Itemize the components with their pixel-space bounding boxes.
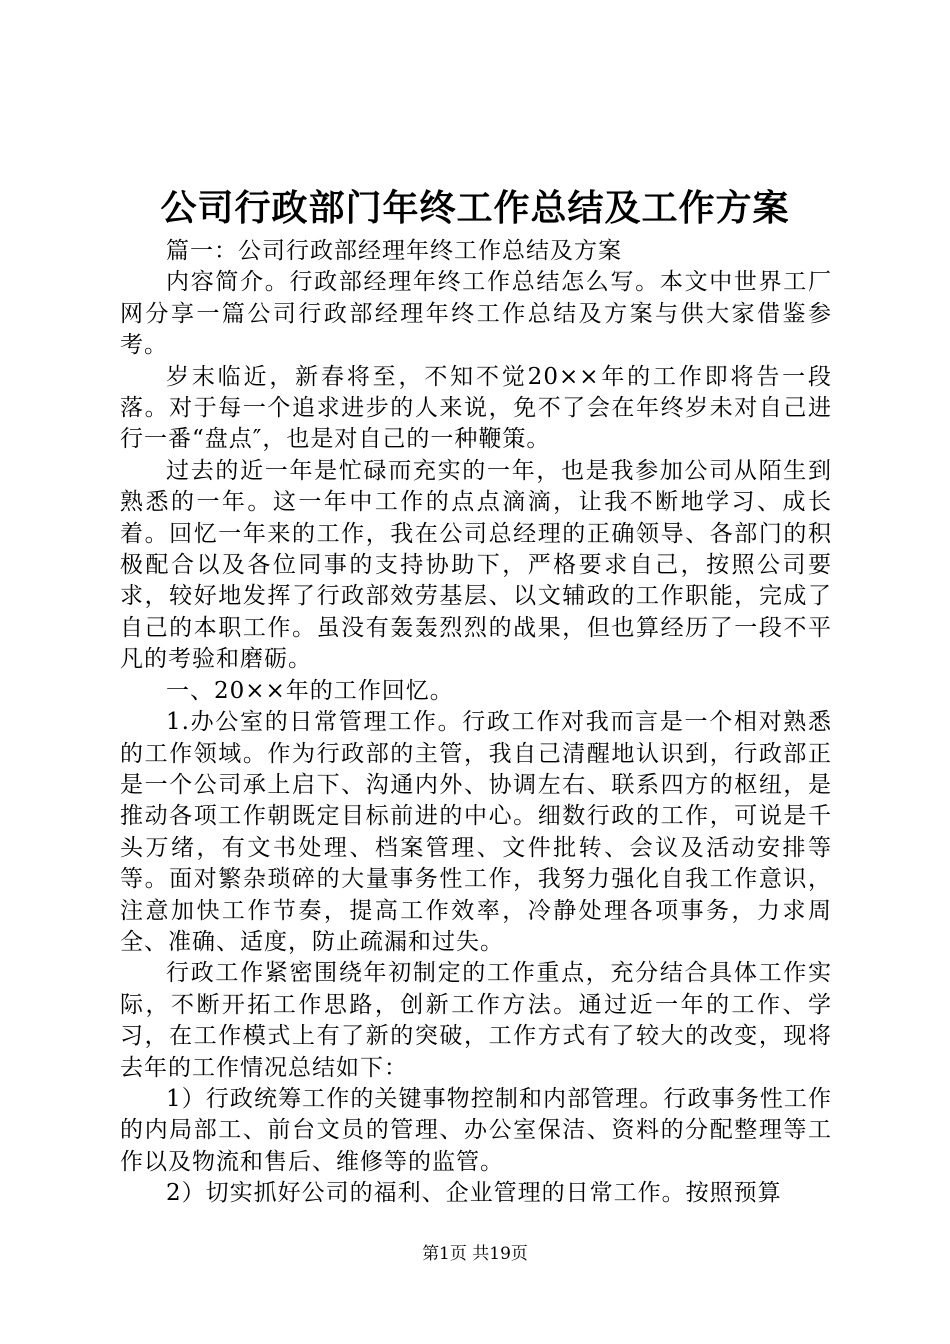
document-body: [120, 236, 832, 1210]
paragraph: 1）行政统筹工作的关键事物控制和内部管理。行政事务性工作的内局部工、前台文员的管理、办公室保洁、资料的分配整理等工作以及物流和售后、维修等的监管。: [120, 1085, 832, 1175]
paragraph: 岁末临近，新春将至，不知不觉20××年的工作即将告一段落。对于每一个追求进步的人来说，免不了会在年终岁未对自己进行一番“盘点″，也是对自己的一种鞭策。: [120, 363, 832, 453]
paragraph: 行政工作紧密围绕年初制定的工作重点，充分结合具体工作实际，不断开拓工作思路，创新工作方法。通过近一年的工作、学习，在工作模式上有了新的突破，工作方式有了较大的改变，现将去年的工作情况总结如下：: [120, 960, 832, 1081]
paragraph: 内容简介。行政部经理年终工作总结怎么写。本文中世界工厂网分享一篇公司行政部经理年终工作总结及方案与供大家借鉴参考。: [120, 269, 832, 359]
paragraph: 篇一：公司行政部经理年终工作总结及方案: [166, 238, 622, 264]
paragraph: 1.办公室的日常管理工作。行政工作对我而言是一个相对熟悉的工作领域。作为行政部的主管，我自己清醒地认识到，行政部正是一个公司承上启下、沟通内外、协调左右、联系四方的枢纽，是推动各项工作朝既定目标前进的中心。细数行政的工作，可说是千头万绪，有文书处理、档案管理、文件批转、会议及活动安排等等。面对繁杂琐碎的大量事务性工作，我努力强化自我工作意识，注意加快工作节奏，提高工作效率，冷静处理各项事务，力求周全、准确、适度，防止疏漏和过失。: [120, 709, 832, 955]
document-title: 公司行政部门年终工作总结及工作方案: [160, 187, 790, 229]
page-number-footer: 第1页 共19页: [422, 1244, 528, 1264]
section-heading: 一、20××年的工作回忆。: [166, 677, 454, 704]
paragraph: 过去的近一年是忙碌而充实的一年，也是我参加公司从陌生到熟悉的一年。这一年中工作的点点滴滴，让我不断地学习、成长着。回忆一年来的工作，我在公司总经理的正确领导、各部门的积极配合以及各位同事的支持协助下，严格要求自己，按照公司要求，较好地发挥了行政部效劳基层、以文辅政的工作职能，完成了自己的本职工作。虽没有轰轰烈烈的战果，但也算经历了一段不平凡的考验和磨砺。: [120, 457, 832, 673]
paragraph: 2）切实抓好公司的福利、企业管理的日常工作。按照预算: [166, 1180, 782, 1207]
